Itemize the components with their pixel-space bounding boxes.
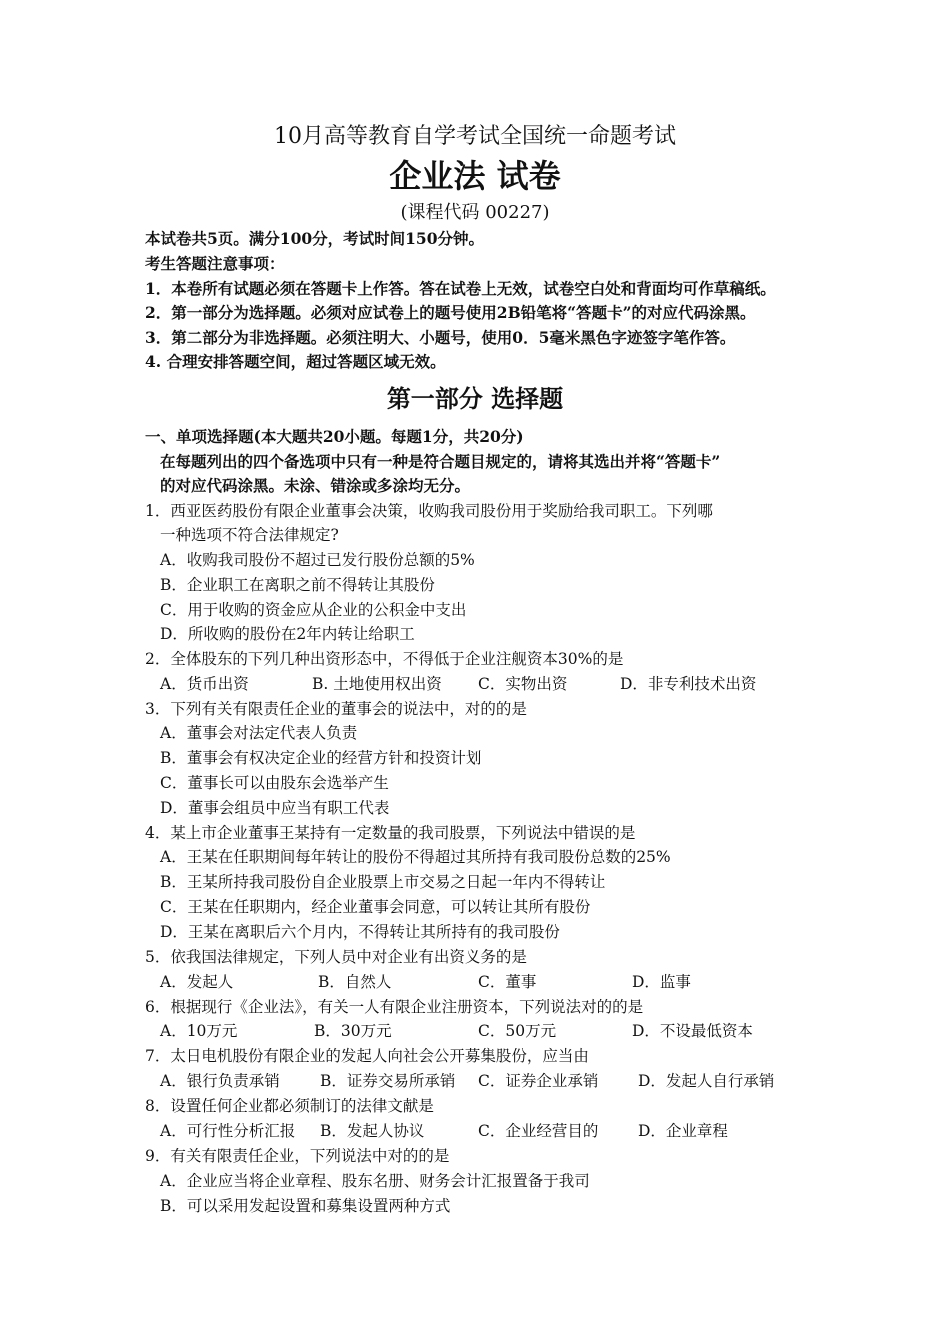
question-2-option-d: D．非专利技术出资 xyxy=(620,675,757,693)
question-3-stem: 3．下列有关有限责任企业的董事会的说法中，对的的是 xyxy=(145,700,527,718)
question-8-option-c: C．企业经营目的 xyxy=(478,1122,599,1140)
notes-item-2: 2．第一部分为选择题。必须对应试卷上的题号使用2B铅笔将“答题卡”的对应代码涂黑。 xyxy=(145,303,756,322)
section-heading: 一、单项选择题(本大题共20小题。每题1分，共20分) xyxy=(145,427,524,446)
question-5-option-b: B．自然人 xyxy=(318,973,392,991)
question-5-option-d: D．监事 xyxy=(632,973,691,991)
question-5-stem: 5．依我国法律规定，下列人员中对企业有出资义务的是 xyxy=(145,948,527,966)
question-3-option-c: C．董事长可以由股东会选举产生 xyxy=(160,774,389,792)
question-4-option-d: D．王某在离职后六个月内，不得转让其所持有的我司股份 xyxy=(160,923,560,941)
question-6-option-d: D．不设最低资本 xyxy=(632,1022,753,1040)
question-1-stem: 1．西亚医药股份有限企业董事会决策，收购我司股份用于奖励给我司职工。下列哪 xyxy=(145,502,713,520)
section-instruction-1: 在每题列出的四个备选项中只有一种是符合题目规定的，请将其选出并将“答题卡” xyxy=(160,452,721,471)
question-1-stem-cont: 一种选项不符合法律规定? xyxy=(160,526,339,544)
question-4-option-a: A．王某在任职期间每年转让的股份不得超过其所持有我司股份总数的25% xyxy=(160,848,671,866)
notes-intro: 本试卷共5页。满分100分，考试时间150分钟。 xyxy=(145,229,484,248)
exam-top-title: 10月高等教育自学考试全国统一命题考试 xyxy=(274,124,676,149)
question-3-option-a: A．董事会对法定代表人负责 xyxy=(160,724,358,742)
question-6-option-c: C．50万元 xyxy=(478,1022,557,1040)
notes-item-3: 3．第二部分为非选择题。必须注明大、小题号，使用0．5毫米黑色字迹签字笔作答。 xyxy=(145,328,736,347)
section-instruction-2: 的对应代码涂黑。未涂、错涂或多涂均无分。 xyxy=(160,476,471,495)
question-3-option-d: D．董事会组员中应当有职工代表 xyxy=(160,799,390,817)
question-9-option-b: B．可以采用发起设置和募集设置两种方式 xyxy=(160,1197,451,1215)
question-1-option-b: B．企业职工在离职之前不得转让其股份 xyxy=(160,576,435,594)
course-code: (课程代码 00227) xyxy=(400,202,550,223)
notes-heading: 考生答题注意事项： xyxy=(145,254,285,273)
question-9-option-a: A．企业应当将企业章程、股东名册、财务会计汇报置备于我司 xyxy=(160,1172,590,1190)
question-4-stem: 4．某上市企业董事王某持有一定数量的我司股票，下列说法中错误的是 xyxy=(145,824,636,842)
part-one-title: 第一部分 选择题 xyxy=(386,384,564,413)
exam-main-title: 企业法 试卷 xyxy=(389,157,561,195)
question-8-option-a: A．可行性分析汇报 xyxy=(160,1122,296,1140)
question-7-stem: 7．太日电机股份有限企业的发起人向社会公开募集股份，应当由 xyxy=(145,1047,589,1065)
question-2-option-a: A．货币出资 xyxy=(160,675,249,693)
question-4-option-b: B．王某所持我司股份自企业股票上市交易之日起一年内不得转让 xyxy=(160,873,606,891)
question-3-option-b: B．董事会有权决定企业的经营方针和投资计划 xyxy=(160,749,482,767)
question-5-option-c: C．董事 xyxy=(478,973,537,991)
question-7-option-c: C．证券企业承销 xyxy=(478,1072,599,1090)
question-8-stem: 8．设置任何企业都必须制订的法律文献是 xyxy=(145,1097,434,1115)
question-2-option-c: C．实物出资 xyxy=(478,675,568,693)
question-8-option-b: B．发起人协议 xyxy=(320,1122,425,1140)
question-1-option-c: C．用于收购的资金应从企业的公积金中支出 xyxy=(160,601,467,619)
question-1-option-d: D．所收购的股份在2年内转让给职工 xyxy=(160,625,415,643)
question-7-option-a: A．银行负责承销 xyxy=(160,1072,280,1090)
question-2-stem: 2．全体股东的下列几种出资形态中，不得低于企业注舰资本30%的是 xyxy=(145,650,624,668)
question-5-option-a: A．发起人 xyxy=(160,973,234,991)
question-7-option-b: B．证券交易所承销 xyxy=(320,1072,456,1090)
question-7-option-d: D．发起人自行承销 xyxy=(638,1072,775,1090)
question-2-option-b: B. 土地使用权出资 xyxy=(312,675,442,693)
notes-item-1: 1．本卷所有试题必须在答题卡上作答。答在试卷上无效，试卷空白处和背面均可作草稿纸。 xyxy=(145,279,776,298)
notes-item-4: 4. 合理安排答题空间，超过答题区域无效。 xyxy=(145,352,446,371)
question-9-stem: 9．有关有限责任企业，下列说法中对的的是 xyxy=(145,1147,450,1165)
question-6-stem: 6．根据现行《企业法》，有关一人有限企业注册资本，下列说法对的的是 xyxy=(145,998,644,1016)
question-6-option-a: A．10万元 xyxy=(160,1022,238,1040)
question-1-option-a: A．收购我司股份不超过已发行股份总额的5% xyxy=(160,551,475,569)
question-4-option-c: C．王某在任职期内，经企业董事会同意，可以转让其所有股份 xyxy=(160,898,591,916)
question-8-option-d: D．企业章程 xyxy=(638,1122,728,1140)
question-6-option-b: B．30万元 xyxy=(314,1022,392,1040)
